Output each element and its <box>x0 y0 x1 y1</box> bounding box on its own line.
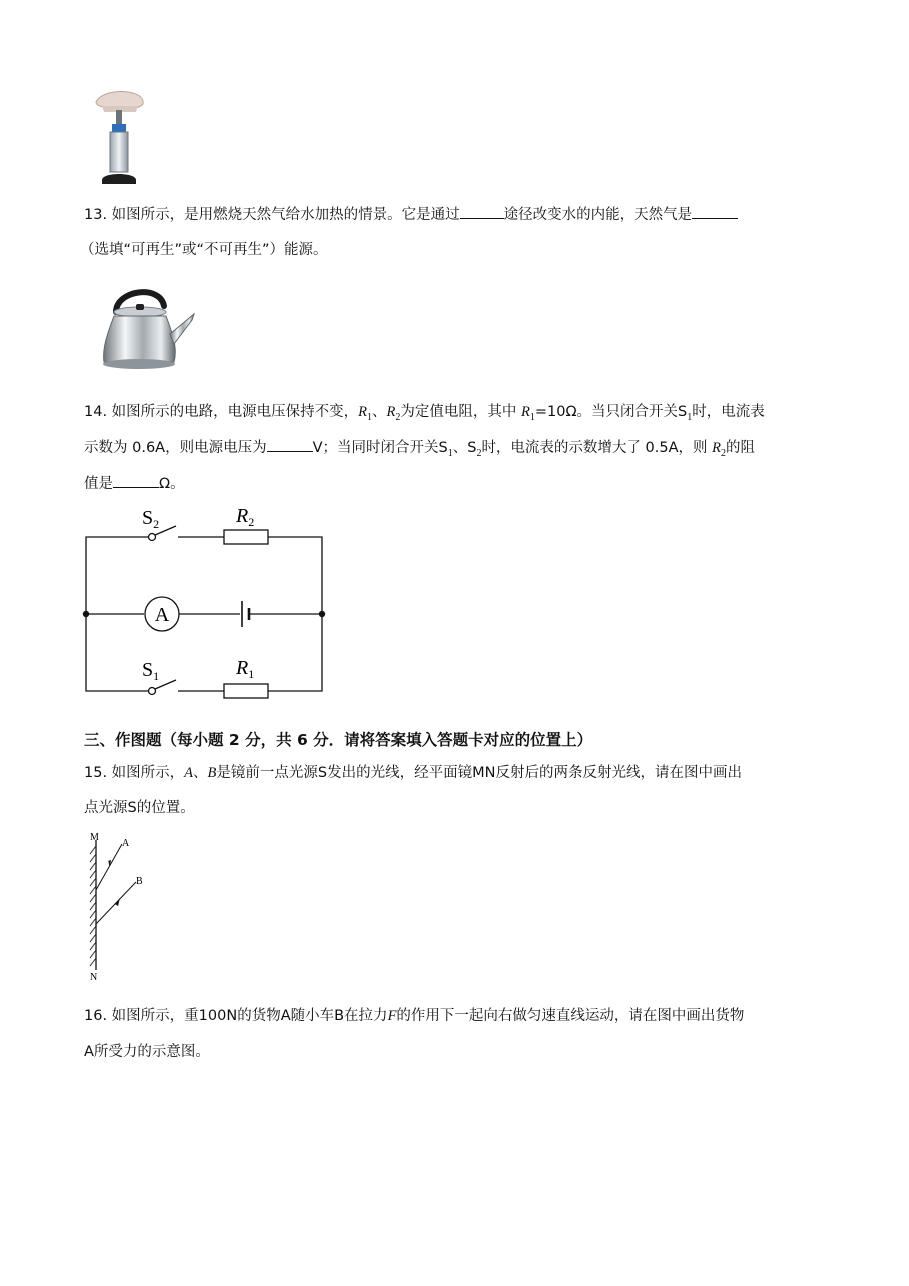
ray-a-line <box>96 844 122 890</box>
q14-l2-b: V；当同时闭合开关S <box>312 440 448 456</box>
pump-image <box>88 88 148 188</box>
wire-bottom-left <box>86 614 148 691</box>
mirror-hatching <box>90 846 96 966</box>
q14-r1b-symbol: R <box>521 404 530 420</box>
q14-l3-b: Ω。 <box>159 476 185 492</box>
q15-line2: 点光源S的位置。 <box>84 800 195 816</box>
label-ammeter: A <box>154 604 170 626</box>
q15-text-b: 是镜前一点光源S发出的光线，经平面镜MN反射后的两条反射光线，请在图中画出 <box>216 765 742 781</box>
q13-text-a: 13. 如图所示，是用燃烧天然气给水加热的情景。它是通过 <box>84 207 460 223</box>
q14-l2-s1: 1 <box>447 447 453 459</box>
q14-r1-symbol: R <box>358 404 368 420</box>
q13-line2: （选填“可再生”或“不可再生”）能源。 <box>80 242 328 258</box>
q14-l2-e: 的阻 <box>726 440 755 456</box>
q15-ray-b: B <box>207 765 217 781</box>
label-r2: $R_2$ <box>236 505 255 529</box>
mirror-diagram <box>82 828 162 988</box>
label-s1: $S_1$ <box>142 659 160 683</box>
junction-right <box>319 611 325 617</box>
q14-line1 <box>84 402 765 428</box>
q14-r1-sub: 1 <box>367 411 373 423</box>
mirror-label-n: N <box>90 972 98 983</box>
label-s2-sub: 2 <box>153 517 160 531</box>
q16-text-a: 16. 如图所示，重100N的货物A随小车B在拉力 <box>84 1008 388 1024</box>
q16-force-f: F <box>387 1008 397 1024</box>
label-r2-sub: 2 <box>248 515 255 529</box>
q14-r2-symbol: R <box>386 404 396 420</box>
q14-blank-1 <box>267 437 313 452</box>
circuit-diagram <box>78 500 338 700</box>
ray-label-a: A <box>122 838 130 849</box>
switch-s1-contact-left <box>149 688 156 695</box>
label-s1-sub: 1 <box>153 669 160 683</box>
kettle-image <box>94 282 198 374</box>
ray-label-b: B <box>136 876 143 887</box>
wire-top <box>86 537 148 614</box>
q14-l2-c: 、S <box>452 440 477 456</box>
q15-ray-a: A <box>184 765 194 781</box>
q14-r2-sub: 2 <box>395 411 401 423</box>
q14-line3 <box>84 473 185 494</box>
q15-line1 <box>84 763 742 783</box>
q13-blank-2 <box>692 204 738 219</box>
q16-text-b: 的作用下一起向右做匀速直线运动，请在图中画出货物 <box>396 1008 745 1024</box>
junction-left <box>83 611 89 617</box>
q16-line1 <box>84 1006 744 1026</box>
label-r1: $R_1$ <box>236 657 255 681</box>
q14-l2-d: 时，电流表的示数增大了 0.5A，则 <box>481 440 708 456</box>
wire-bottom-right <box>268 614 322 691</box>
resistor-r1 <box>224 684 268 698</box>
wire-top-right <box>268 537 322 614</box>
ray-b-arrow <box>115 898 120 906</box>
q13-line1 <box>84 204 738 225</box>
q14-text-1: 14. 如图所示的电路，电源电压保持不变， <box>84 404 359 420</box>
mirror-label-m: M <box>90 832 99 843</box>
q14-blank-2 <box>113 473 159 488</box>
q16-line2: A所受力的示意图。 <box>84 1044 210 1060</box>
q14-r1b-sub: 1 <box>529 411 535 423</box>
switch-s2-contact-left <box>149 534 156 541</box>
q14-text-2: 为定值电阻，其中 <box>400 404 517 420</box>
q14-l2-r-sub: 2 <box>721 447 726 459</box>
section-3-heading: 三、作图题（每小题 2 分，共 6 分．请将答案填入答题卡对应的位置上） <box>84 731 593 749</box>
q13-text-b: 途径改变水的内能，天然气是 <box>503 207 693 223</box>
q14-text-4: 时，电流表 <box>692 404 765 420</box>
q14-l2-s2: 2 <box>476 447 482 459</box>
q14-s1-sub: 1 <box>687 411 693 423</box>
q14-sep: 、 <box>372 404 387 420</box>
q14-l3-a: 值是 <box>84 476 113 492</box>
q14-l2-r: R <box>712 440 721 456</box>
label-r1-sub: 1 <box>248 667 255 681</box>
q15-sep: 、 <box>193 765 208 781</box>
q14-text-3: =10Ω。当只闭合开关S <box>534 404 688 420</box>
resistor-r2 <box>224 530 268 544</box>
q13-blank-1 <box>460 204 504 219</box>
label-s2: $S_2$ <box>142 507 160 531</box>
ray-a-arrow <box>106 859 113 867</box>
q14-l2-a: 示数为 0.6A，则电源电压为 <box>84 440 267 456</box>
q15-text-a: 15. 如图所示， <box>84 765 185 781</box>
q14-line2 <box>84 437 755 464</box>
